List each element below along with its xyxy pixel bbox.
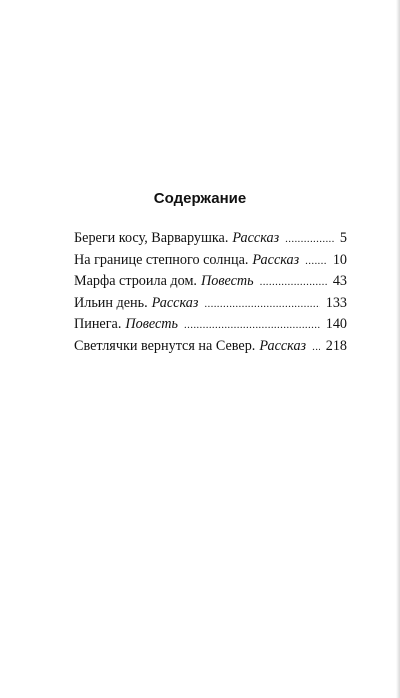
toc-entry-page: 140 — [325, 316, 347, 333]
toc-entry-title: На границе степного солнца. — [74, 251, 249, 268]
toc-entry-genre: Повесть — [200, 273, 254, 290]
table-of-contents — [74, 230, 347, 360]
dot-leader — [260, 276, 327, 288]
dot-leader — [285, 233, 334, 245]
dot-leader — [184, 319, 320, 331]
page-edge-shadow — [396, 0, 400, 698]
toc-entry-title: Береги косу, Варварушка. — [74, 230, 229, 246]
toc-entry[interactable] — [74, 273, 347, 295]
toc-entry-genre: Рассказ — [151, 294, 199, 311]
toc-entry-genre: Рассказ — [259, 337, 307, 354]
toc-entry-title: Пинега. — [74, 316, 122, 333]
toc-entry-page: 5 — [339, 230, 347, 246]
toc-entry-title: Марфа строила дом. — [74, 273, 197, 290]
toc-entry-title: Светлячки вернутся на Север. — [74, 337, 256, 354]
toc-heading: Содержание — [153, 190, 247, 207]
toc-entry[interactable] — [74, 295, 347, 317]
toc-entry[interactable] — [74, 230, 347, 252]
dot-leader — [305, 255, 327, 267]
dot-leader — [312, 341, 320, 353]
toc-entry-page: 133 — [325, 294, 347, 311]
toc-entry-page: 218 — [325, 337, 347, 354]
toc-entry-page: 43 — [332, 273, 347, 290]
toc-entry-genre: Повесть — [125, 316, 179, 333]
toc-entry-genre: Рассказ — [232, 230, 280, 246]
toc-entry-page: 10 — [332, 251, 347, 268]
toc-entry[interactable] — [74, 338, 347, 360]
toc-entry-title: Ильин день. — [74, 294, 148, 311]
toc-entry[interactable] — [74, 316, 347, 338]
toc-entry-genre: Рассказ — [252, 251, 300, 268]
toc-entry[interactable] — [74, 252, 347, 274]
dot-leader — [204, 298, 319, 310]
